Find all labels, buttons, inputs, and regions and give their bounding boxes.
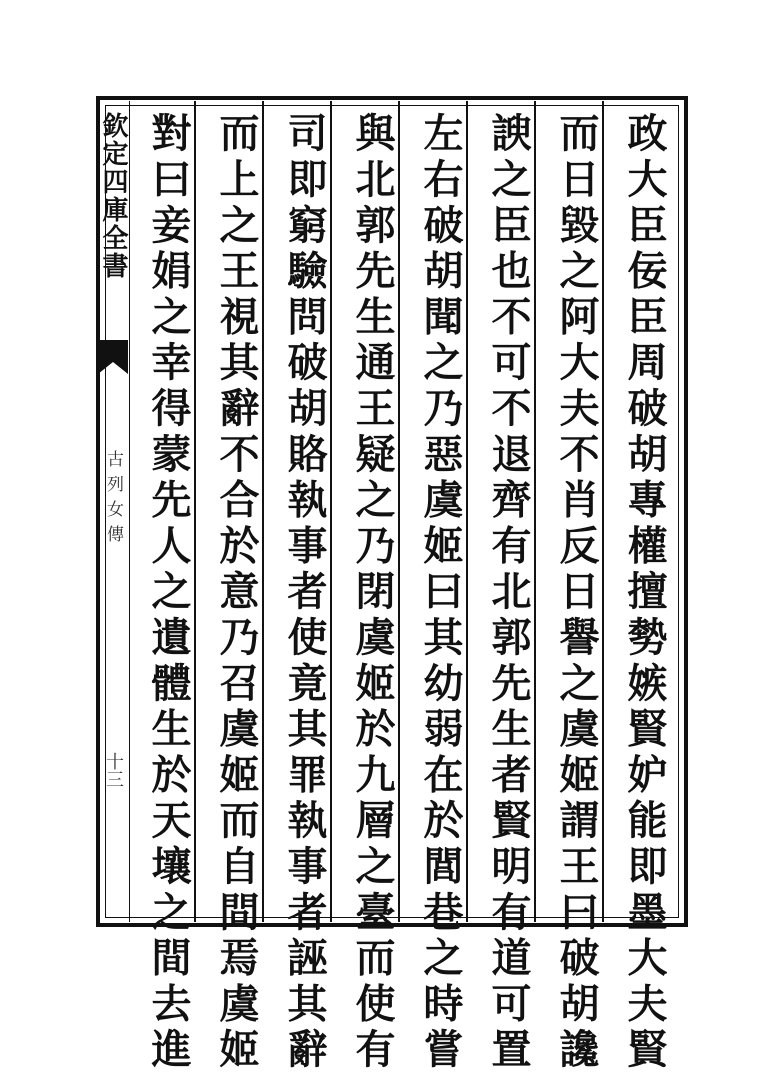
fish-tail-mark-icon [98,340,128,374]
text-column-2: 而日毀之阿大夫不肖反日譽之虞姬謂王曰破胡讒 [553,112,600,1074]
text-column-3: 諛之臣也不可不退齊有北郭先生者賢明有道可置 [485,112,532,1074]
page-number: 十三 [103,752,124,788]
text-column-1: 政大臣佞臣周破胡專權擅勢嫉賢妒能即墨大夫賢 [621,112,668,1074]
text-column-6: 司即窮驗問破胡賂執事者使竟其罪執事者誣其辭 [281,112,328,1074]
text-column-8: 對曰妾娟之幸得蒙先人之遺體生於天壤之間去進 [145,112,192,1074]
chapter-title: 古列女傳 [103,450,123,550]
text-column-4: 左右破胡聞之乃惡虞姬曰其幼弱在於閭巷之時嘗 [417,112,464,1074]
text-column-5: 與北郭先生通王疑之乃閉虞姬於九層之臺而使有 [349,112,396,1074]
book-title: 欽定四庫全書 [98,112,128,280]
text-column-7: 而上之王視其辭不合於意乃召虞姬而自問焉虞姬 [213,112,260,1074]
